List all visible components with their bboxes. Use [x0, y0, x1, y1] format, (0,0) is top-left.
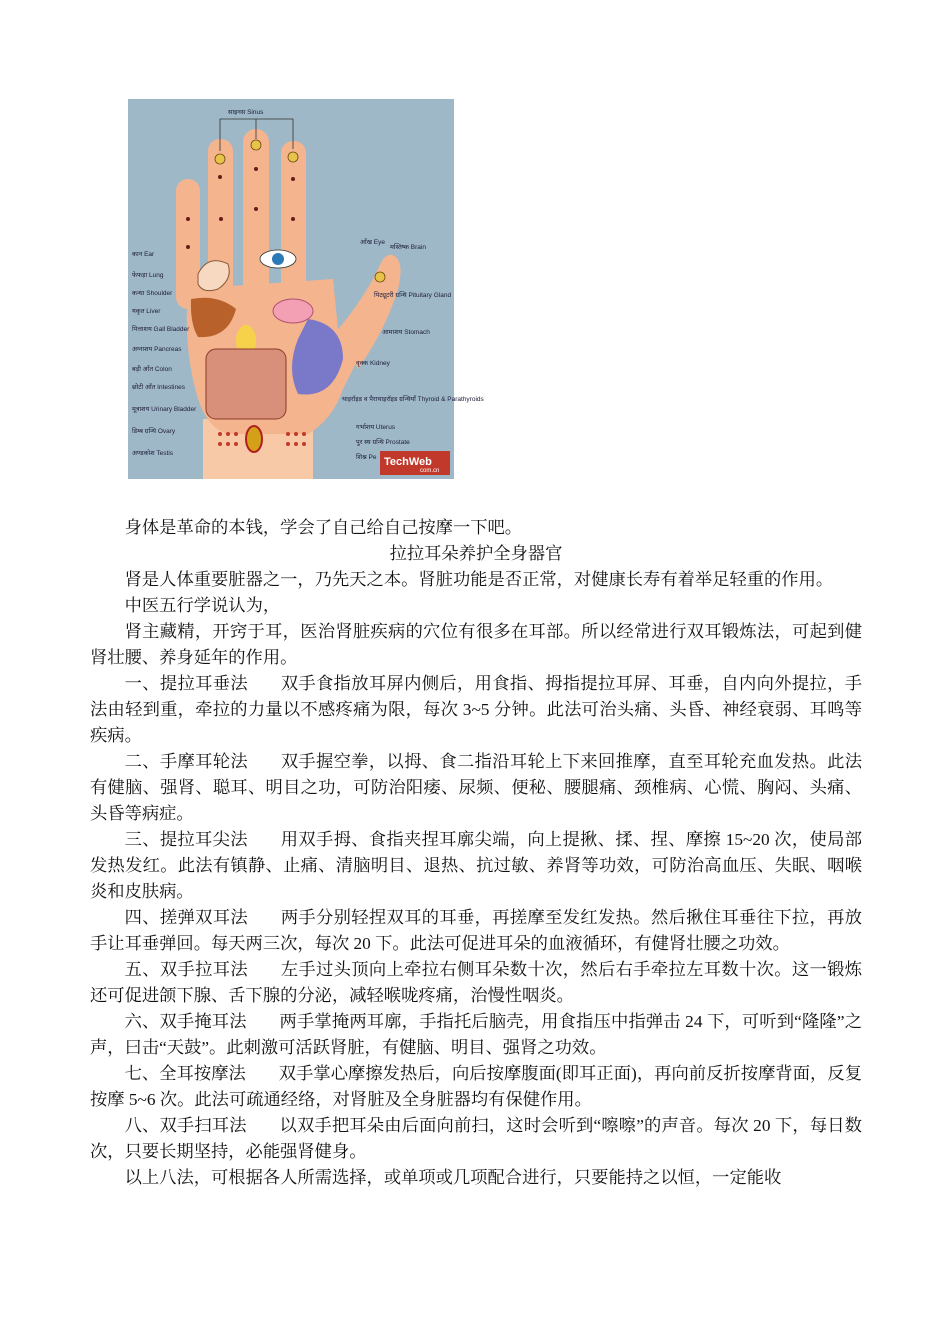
method-4-text: 两手分别轻捏双耳的耳垂，再搓摩至发红发热。然后揪住耳垂往下拉，再放手让耳垂弹回。每天两三次，每次 20 下。此法可促进耳朵的血液循环，有健肾壮腰之功效。 [90, 908, 862, 953]
method-4 [90, 905, 862, 957]
paragraph-kidney-importance: 肾是人体重要脏器之一，乃先天之本。肾脏功能是否正常，对健康长寿有着举足轻重的作用。 [124, 570, 834, 589]
method-3-text: 用双手拇、食指夹捏耳廓尖端，向上提揪、揉、捏、摩擦 15~20 次，使局部发热发红。此法有镇静、止痛、清脑明目、退热、抗过敏、养肾等功效，可防治高血压、失眠、咽喉炎和皮肤病。 [90, 830, 862, 901]
stomach-organ [273, 299, 313, 323]
label-thyroid: थाइरॉइड व पैराथाइरॉइड ग्रन्थियाँ Thyroid & Parathyroids [342, 396, 484, 403]
label-eye: आँख Eye [360, 239, 385, 246]
label-colon: बड़ी आँत Colon [132, 366, 172, 373]
intro-paragraph: 身体是革命的本钱，学会了自己给自己按摩一下吧。 [124, 518, 523, 537]
label-gall-bladder: पित्ताशय Gall Bladder [132, 326, 190, 333]
label-bladder: मूत्राशय Urinary Bladder [132, 406, 197, 413]
intestines-organ [206, 349, 286, 419]
method-8-text: 以双手把耳朵由后面向前扫，这时会听到“嚓嚓”的声音。每次 20 下，每日数次，只要长期坚持，必能强肾健身。 [90, 1116, 862, 1161]
label-testis: अण्डकोश Testis [132, 450, 174, 457]
label-liver: यकृत Liver [132, 308, 161, 315]
hand-reflexology-chart [128, 99, 484, 479]
method-2-name: 二、手摩耳轮法 [124, 752, 248, 771]
method-1-text: 双手食指放耳屏内侧后，用食指、拇指提拉耳屏、耳垂，自内向外提拉，手法由轻到重，牵拉的力量以不感疼痛为限，每次 3~5 分钟。此法可治头痛、头昏、神经衰弱、耳鸣等疾病。 [90, 674, 862, 745]
techweb-logo-text: TechWeb [384, 456, 432, 468]
method-5-name: 五、双手拉耳法 [124, 960, 248, 979]
label-shoulder: कन्धा Shoulder [132, 290, 173, 297]
method-2 [90, 749, 862, 827]
label-pancreas: अग्नाशय Pancreas [132, 346, 182, 353]
label-sinus: साइनस Sinus [228, 109, 264, 116]
wrist-center-point [246, 426, 262, 452]
method-3-name: 三、提拉耳尖法 [124, 830, 248, 849]
thumb [343, 255, 401, 369]
paragraph-tcm-theory: 中医五行学说认为， [124, 596, 281, 615]
method-5 [90, 957, 862, 1009]
method-1 [90, 671, 862, 749]
label-pituitary: पिट्यूटरी ग्रन्थि Pituitary Gland [374, 292, 452, 299]
index-finger [281, 141, 306, 301]
method-7 [90, 1061, 862, 1113]
paragraph-kidney-ear: 肾主藏精，开窍于耳，医治肾脏疾病的穴位有很多在耳部。所以经常进行双耳锻炼法，可起到健肾壮腰、养身延年的作用。 [90, 622, 862, 667]
label-ovary: डिम्ब ग्रन्थि Ovary [132, 428, 176, 435]
method-1-name: 一、提拉耳垂法 [124, 674, 248, 693]
method-6 [90, 1009, 862, 1061]
method-6-name: 六、双手掩耳法 [124, 1012, 247, 1031]
article-body [90, 515, 862, 1191]
label-prostate: पुर स्थ ग्रन्थि Prostate [356, 439, 410, 446]
method-4-name: 四、搓弹双耳法 [124, 908, 248, 927]
label-intestines: छोटी आँत Intestines [132, 384, 185, 391]
method-2-text: 双手握空拳，以拇、食二指沿耳轮上下来回推摩，直至耳轮充血发热。此法有健脑、强肾、聪耳、明目之功，可防治阳痿、尿频、便秘、腰腿痛、颈椎病、心慌、胸闷、头痛、头昏等病症。 [90, 752, 862, 823]
techweb-logo-domain: com.cn [420, 468, 440, 474]
label-uterus: गर्भाशय Uterus [356, 424, 396, 431]
closing-paragraph: 以上八法，可根据各人所需选择，或单项或几项配合进行，只要能持之以恒，一定能收 [124, 1168, 782, 1187]
method-7-text: 双手掌心摩擦发热后，向后按摩腹面(即耳正面)，再向前反折按摩背面，反复按摩 5~6 次。此法可疏通经络，对肾脏及全身脏器均有保健作用。 [90, 1064, 862, 1109]
label-stomach: आमाशय Stomach [382, 329, 430, 336]
method-7-name: 七、全耳按摩法 [124, 1064, 246, 1083]
label-penis: शिश्न Pe [356, 454, 377, 461]
middle-finger [243, 129, 269, 299]
method-8 [90, 1113, 862, 1165]
finger-points [186, 167, 295, 249]
method-5-text: 左手过头顶向上牵拉右侧耳朵数十次，然后右手牵拉左耳数十次。这一锻炼还可促进颌下腺、舌下腺的分泌，减轻喉咙疼痛，治慢性咽炎。 [90, 960, 862, 1005]
label-brain: मस्तिष्क Brain [390, 244, 426, 251]
label-lung: फेफड़ा Lung [132, 272, 164, 279]
eye-iris [272, 253, 284, 265]
label-ear: कान Ear [132, 251, 155, 258]
hand-illustration [128, 99, 484, 479]
method-3 [90, 827, 862, 905]
article-title: 拉拉耳朵养护全身器官 [389, 544, 563, 563]
method-8-name: 八、双手扫耳法 [124, 1116, 247, 1135]
method-6-text: 两手掌掩两耳廓，手指托后脑壳，用食指压中指弹击 24 下，可听到“隆隆”之声，曰击“天鼓”。此刺激可活跃肾脏，有健脑、明目、强肾之功效。 [90, 1012, 862, 1057]
label-kidney: वृक्क Kidney [356, 360, 390, 367]
little-finger [176, 179, 200, 309]
